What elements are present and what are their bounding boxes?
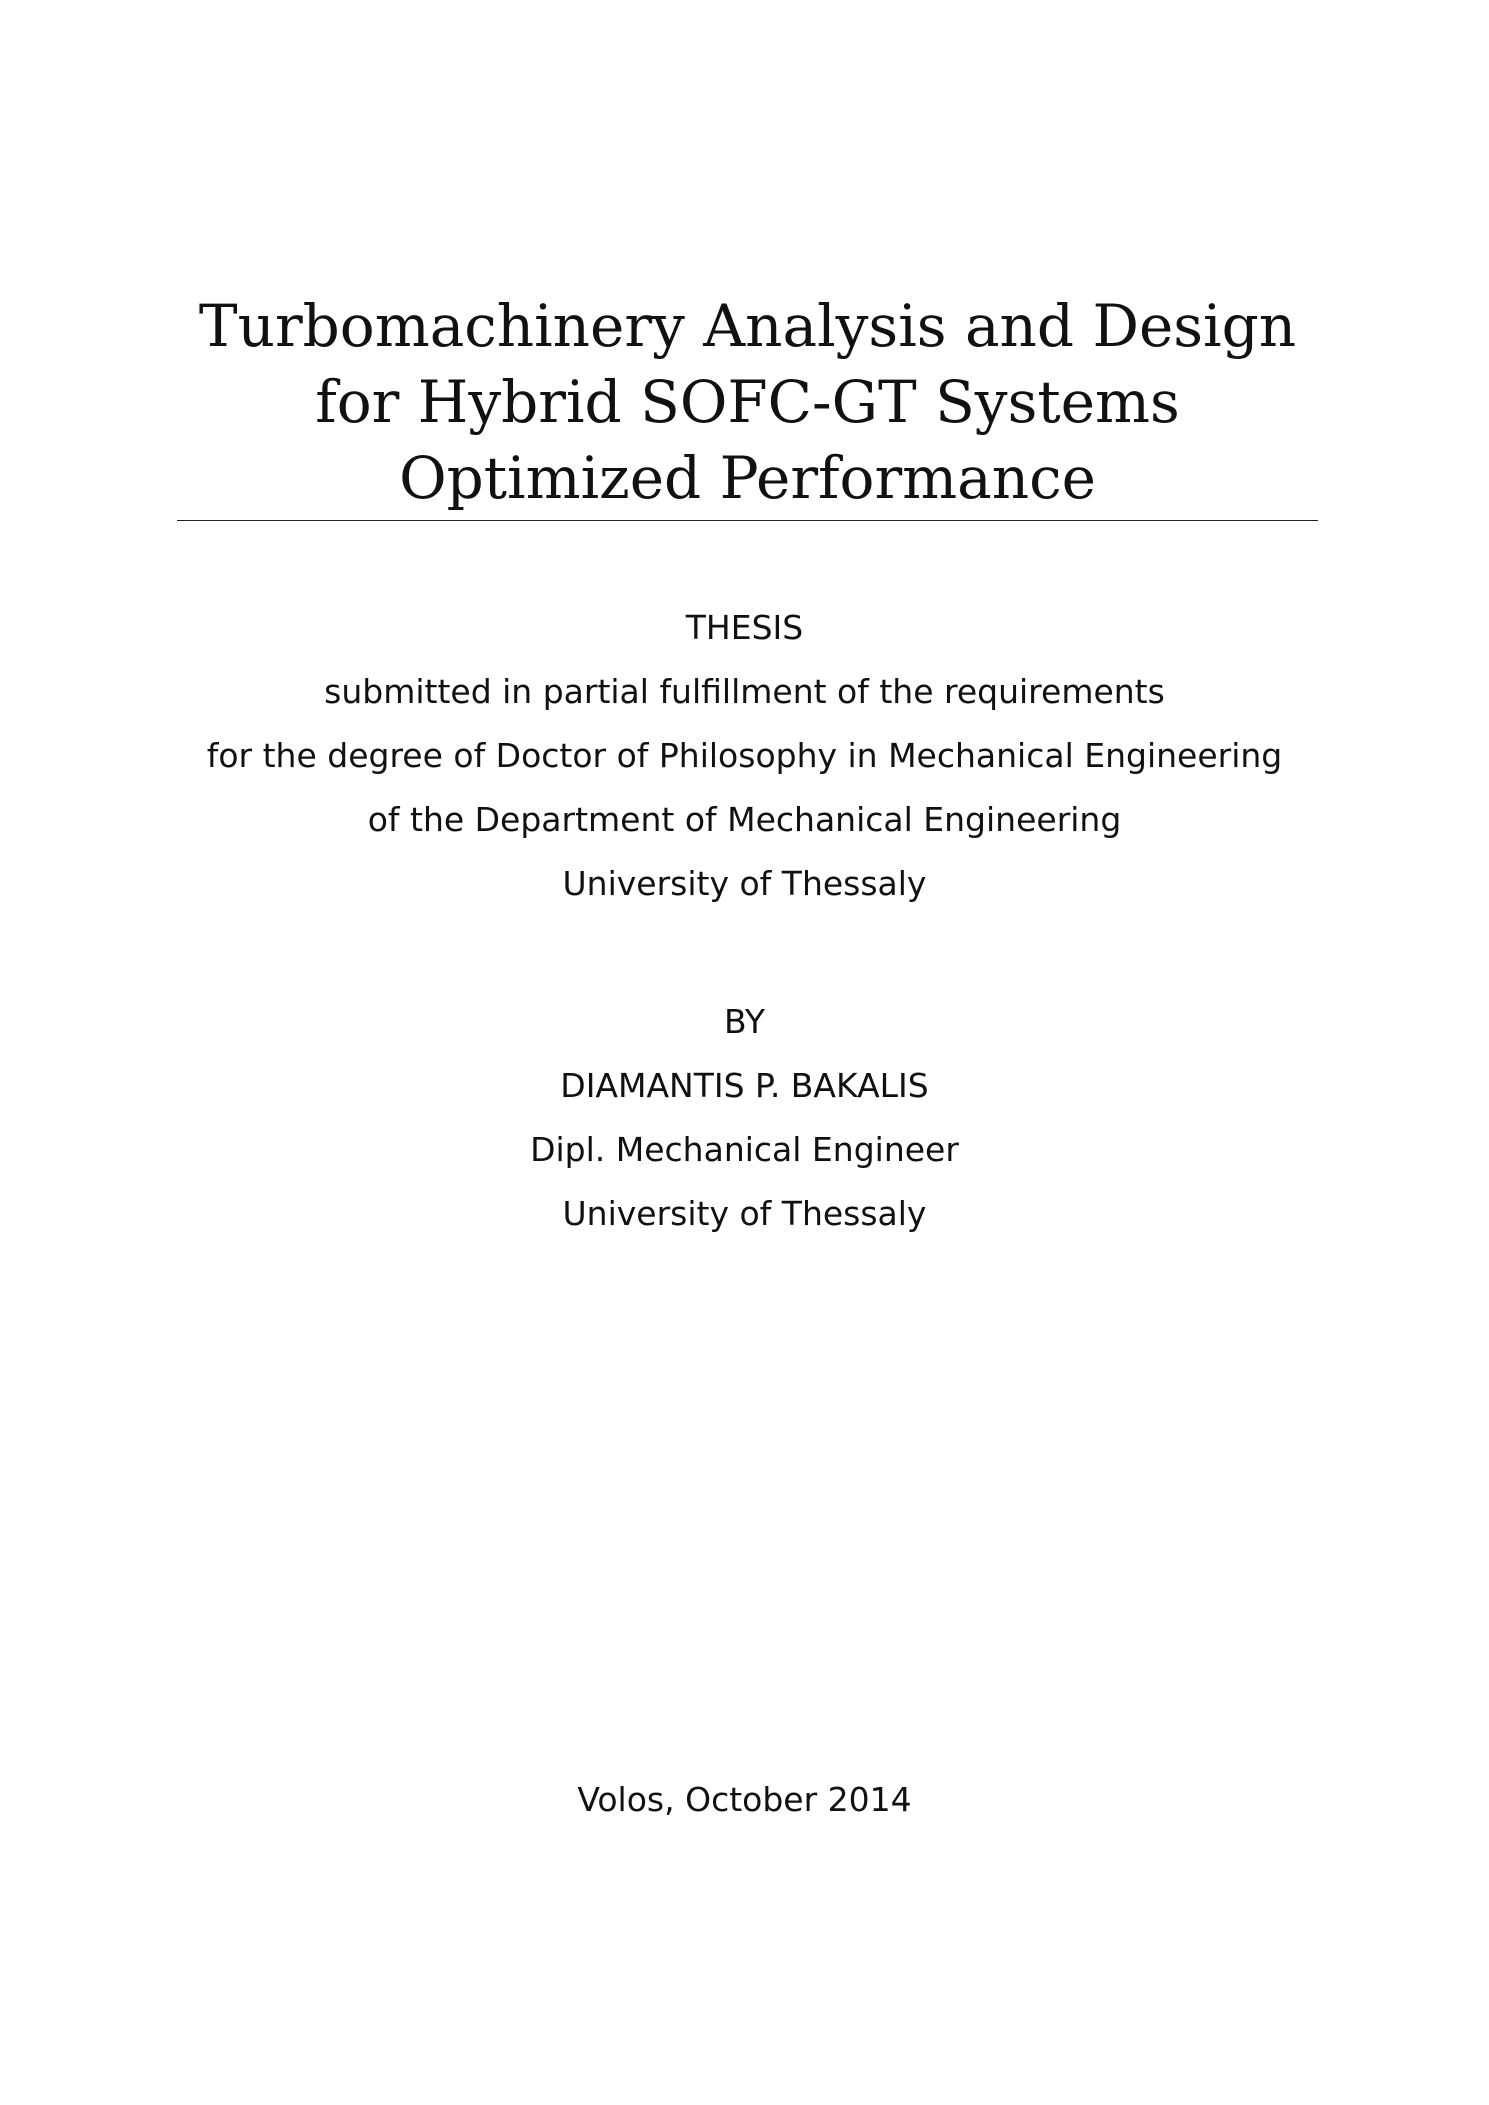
place-and-date (0, 1768, 1489, 1832)
title-line: for Hybrid SOFC-GT Systems (315, 368, 1180, 436)
title-line: Turbomachinery Analysis and Design (198, 292, 1297, 360)
title-line: Optimized Performance (399, 444, 1096, 512)
author-name: DIAMANTIS P. BAKALIS (560, 1066, 929, 1105)
thesis-statement (0, 596, 1489, 916)
by-label: BY (724, 1002, 765, 1041)
title-divider (177, 520, 1318, 521)
author-institution: University of Thessaly (562, 1194, 927, 1233)
author-block (0, 990, 1489, 1246)
place-date-text: Volos, October 2014 (577, 1780, 912, 1819)
thesis-line: University of Thessaly (562, 864, 927, 903)
thesis-heading: THESIS (685, 608, 804, 647)
thesis-line: for the degree of Doctor of Philosophy in Mechanical Engineering (206, 736, 1283, 775)
thesis-line: submitted in partial fulfillment of the requirements (324, 672, 1165, 711)
author-degree: Dipl. Mechanical Engineer (530, 1130, 959, 1169)
thesis-title (177, 288, 1318, 516)
thesis-line: of the Department of Mechanical Engineering (367, 800, 1122, 839)
